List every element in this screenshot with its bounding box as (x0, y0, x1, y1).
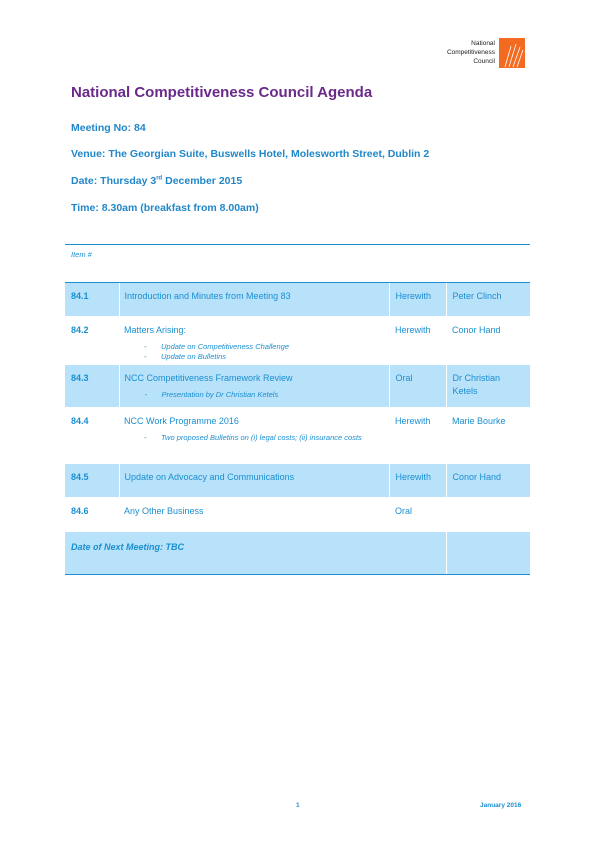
agenda-row (65, 283, 530, 317)
page-title: National Competitiveness Council Agenda (71, 84, 373, 101)
item-lead: Peter Clinch (446, 283, 530, 317)
logo-wordmark (440, 39, 495, 66)
item-description (119, 283, 389, 317)
item-paper: Oral (389, 365, 446, 408)
sub-item: - Update on Bulletins (124, 352, 389, 362)
logo-line-3: Council (473, 58, 495, 65)
item-number: 84.3 (65, 365, 119, 408)
venue: Venue: The Georgian Suite, Buswells Hotel, Molesworth Street, Dublin 2 (71, 148, 430, 160)
item-title: Introduction and Minutes from Meeting 83 (124, 291, 291, 301)
footer-date: January 2016 (480, 802, 522, 809)
agenda-header-row (65, 245, 530, 283)
item-lead: Conor Hand (446, 317, 530, 365)
next-meeting-filler (446, 532, 530, 575)
header-cell (119, 245, 389, 283)
header-cell (446, 245, 530, 283)
item-description (119, 464, 389, 498)
item-title: Matters Arising: (124, 325, 187, 335)
agenda-row (65, 498, 530, 532)
meeting-date (71, 175, 242, 187)
logo-line-1: National (471, 40, 495, 47)
flame-stripes-icon (499, 38, 525, 68)
agenda-row (65, 464, 530, 498)
date-prefix: Date: Thursday 3 (71, 175, 157, 187)
item-paper: Herewith (389, 317, 446, 365)
date-ordinal: rd (156, 175, 163, 182)
sub-item: - Two proposed Bulletins on (i) legal costs; (ii) insurance costs (124, 433, 389, 443)
agenda-table (65, 244, 530, 575)
item-title: Update on Advocacy and Communications (124, 472, 295, 482)
item-paper: Herewith (389, 408, 446, 464)
meeting-time: Time: 8.30am (breakfast from 8.00am) (71, 202, 259, 214)
next-meeting-row (65, 532, 530, 575)
item-lead: Marie Bourke (446, 408, 530, 464)
sub-item: - Update on Competitiveness Challenge (124, 342, 389, 352)
item-paper: Herewith (389, 283, 446, 317)
item-description (119, 498, 389, 532)
item-number: 84.6 (65, 498, 119, 532)
page-number: 1 (296, 802, 300, 809)
item-number: 84.5 (65, 464, 119, 498)
next-meeting: Date of Next Meeting: TBC (65, 532, 446, 575)
agenda-row (65, 408, 530, 464)
item-number: 84.1 (65, 283, 119, 317)
sub-item: - Presentation by Dr Christian Ketels (125, 390, 389, 400)
item-number: 84.2 (65, 317, 119, 365)
sub-item-list (124, 342, 389, 362)
item-lead (446, 498, 530, 532)
item-paper: Herewith (389, 464, 446, 498)
sub-item-list (124, 433, 389, 443)
item-title: NCC Work Programme 2016 (124, 416, 239, 426)
item-lead: Conor Hand (446, 464, 530, 498)
item-column-header: Item # (65, 245, 119, 283)
agenda-row (65, 365, 530, 408)
item-number: 84.4 (65, 408, 119, 464)
item-description (119, 365, 389, 408)
item-description (119, 408, 389, 464)
item-description (119, 317, 389, 365)
item-title: Any Other Business (124, 506, 204, 516)
item-title: NCC Competitiveness Framework Review (124, 373, 293, 383)
sub-item-list (125, 390, 389, 400)
logo-line-2: Competitiveness (446, 49, 495, 56)
header-cell (389, 245, 446, 283)
agenda-row (65, 317, 530, 365)
meeting-number: Meeting No: 84 (71, 122, 146, 134)
item-paper: Oral (389, 498, 446, 532)
ncc-logo (440, 38, 526, 70)
item-lead: Dr Christian Ketels (446, 365, 530, 408)
date-suffix: December 2015 (162, 175, 243, 187)
